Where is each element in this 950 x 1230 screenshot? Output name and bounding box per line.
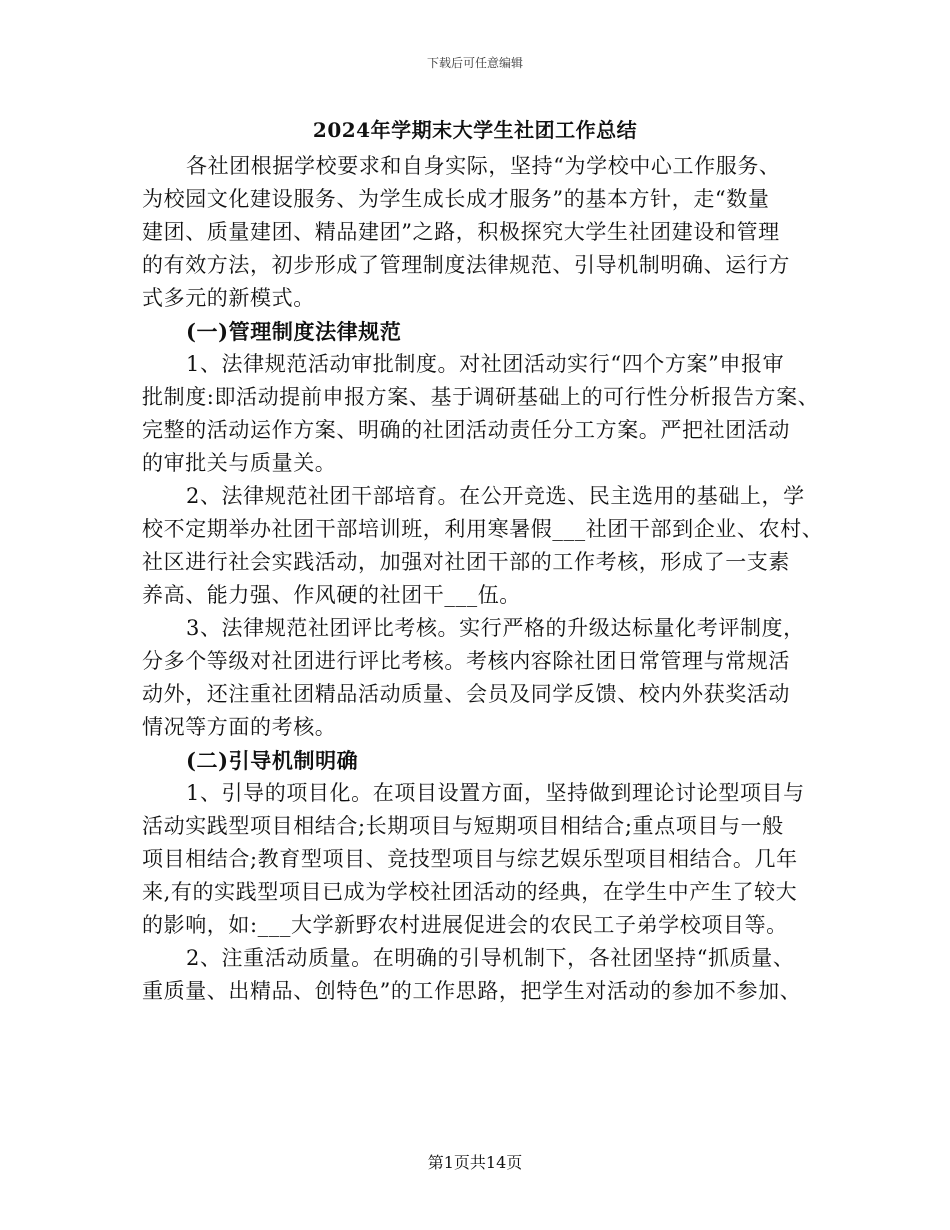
section-heading: (二)引导机制明确 xyxy=(186,748,359,773)
text-line: 情况等方面的考核。 xyxy=(142,715,337,739)
text-line: 2、法律规范社团干部培育。在公开竞选、民主选用的基础上，学 xyxy=(186,484,805,508)
text-line: 的审批关与质量关。 xyxy=(142,451,337,475)
text-line: 为校园文化建设服务、为学生成长成才服务”的基本方针，走“数量 xyxy=(142,187,770,211)
text-line: 养高、能力强、作风硬的社团干___伍。 xyxy=(142,583,521,607)
text-line: 项目相结合;教育型项目、竞技型项目与综艺娱乐型项目相结合。几年 xyxy=(142,847,798,871)
text-line: 1、法律规范活动审批制度。对社团活动实行“四个方案”申报审 xyxy=(186,352,785,376)
text-line: 3、法律规范社团评比考核。实行严格的升级达标量化考评制度， xyxy=(186,616,805,640)
text-line: 活动实践型项目相结合;长期项目与短期项目相结合;重点项目与一般 xyxy=(142,814,784,838)
text-line: 建团、质量建团、精品建团”之路，积极探究大学生社团建设和管理 xyxy=(142,220,780,244)
text-line: 1、引导的项目化。在项目设置方面，坚持做到理论讨论型项目与 xyxy=(186,781,805,805)
text-line: 分多个等级对社团进行评比考核。考核内容除社团日常管理与常规活 xyxy=(142,649,790,673)
document-title: 2024年学期末大学生社团工作总结 xyxy=(312,118,638,142)
text-line: 社区进行社会实践活动，加强对社团干部的工作考核，形成了一支素 xyxy=(142,550,790,574)
text-line: 完整的活动运作方案、明确的社团活动责任分工方案。严把社团活动 xyxy=(142,418,790,442)
text-line: 重质量、出精品、创特色”的工作思路，把学生对活动的参加不参加、 xyxy=(142,979,802,1003)
text-line: 2、注重活动质量。在明确的引导机制下，各社团坚持“抓质量、 xyxy=(186,946,795,970)
text-line: 的有效方法，初步形成了管理制度法律规范、引导机制明确、运行方 xyxy=(142,253,790,277)
text-line: 式多元的新模式。 xyxy=(142,286,315,310)
text-line: 动外，还注重社团精品活动质量、会员及同学反馈、校内外获奖活动 xyxy=(142,682,790,706)
document-body xyxy=(142,150,822,1008)
text-line: 各社团根据学校要求和自身实际，坚持“为学校中心工作服务、 xyxy=(186,154,781,178)
text-line: 批制度:即活动提前申报方案、基于调研基础上的可行性分析报告方案、 xyxy=(142,385,820,409)
text-line: 的影响，如:___大学新野农村进展促进会的农民工子弟学校项目等。 xyxy=(142,913,788,937)
text-line: 来,有的实践型项目已成为学校社团活动的经典，在学生中产生了较大 xyxy=(142,880,798,904)
header-note: 下载后可任意编辑 xyxy=(426,56,523,70)
text-line: 校不定期举办社团干部培训班，利用寒暑假___社团干部到企业、农村、 xyxy=(142,517,824,541)
page-number: 第1页共14页 xyxy=(427,1153,523,1172)
section-heading: (一)管理制度法律规范 xyxy=(186,319,402,344)
